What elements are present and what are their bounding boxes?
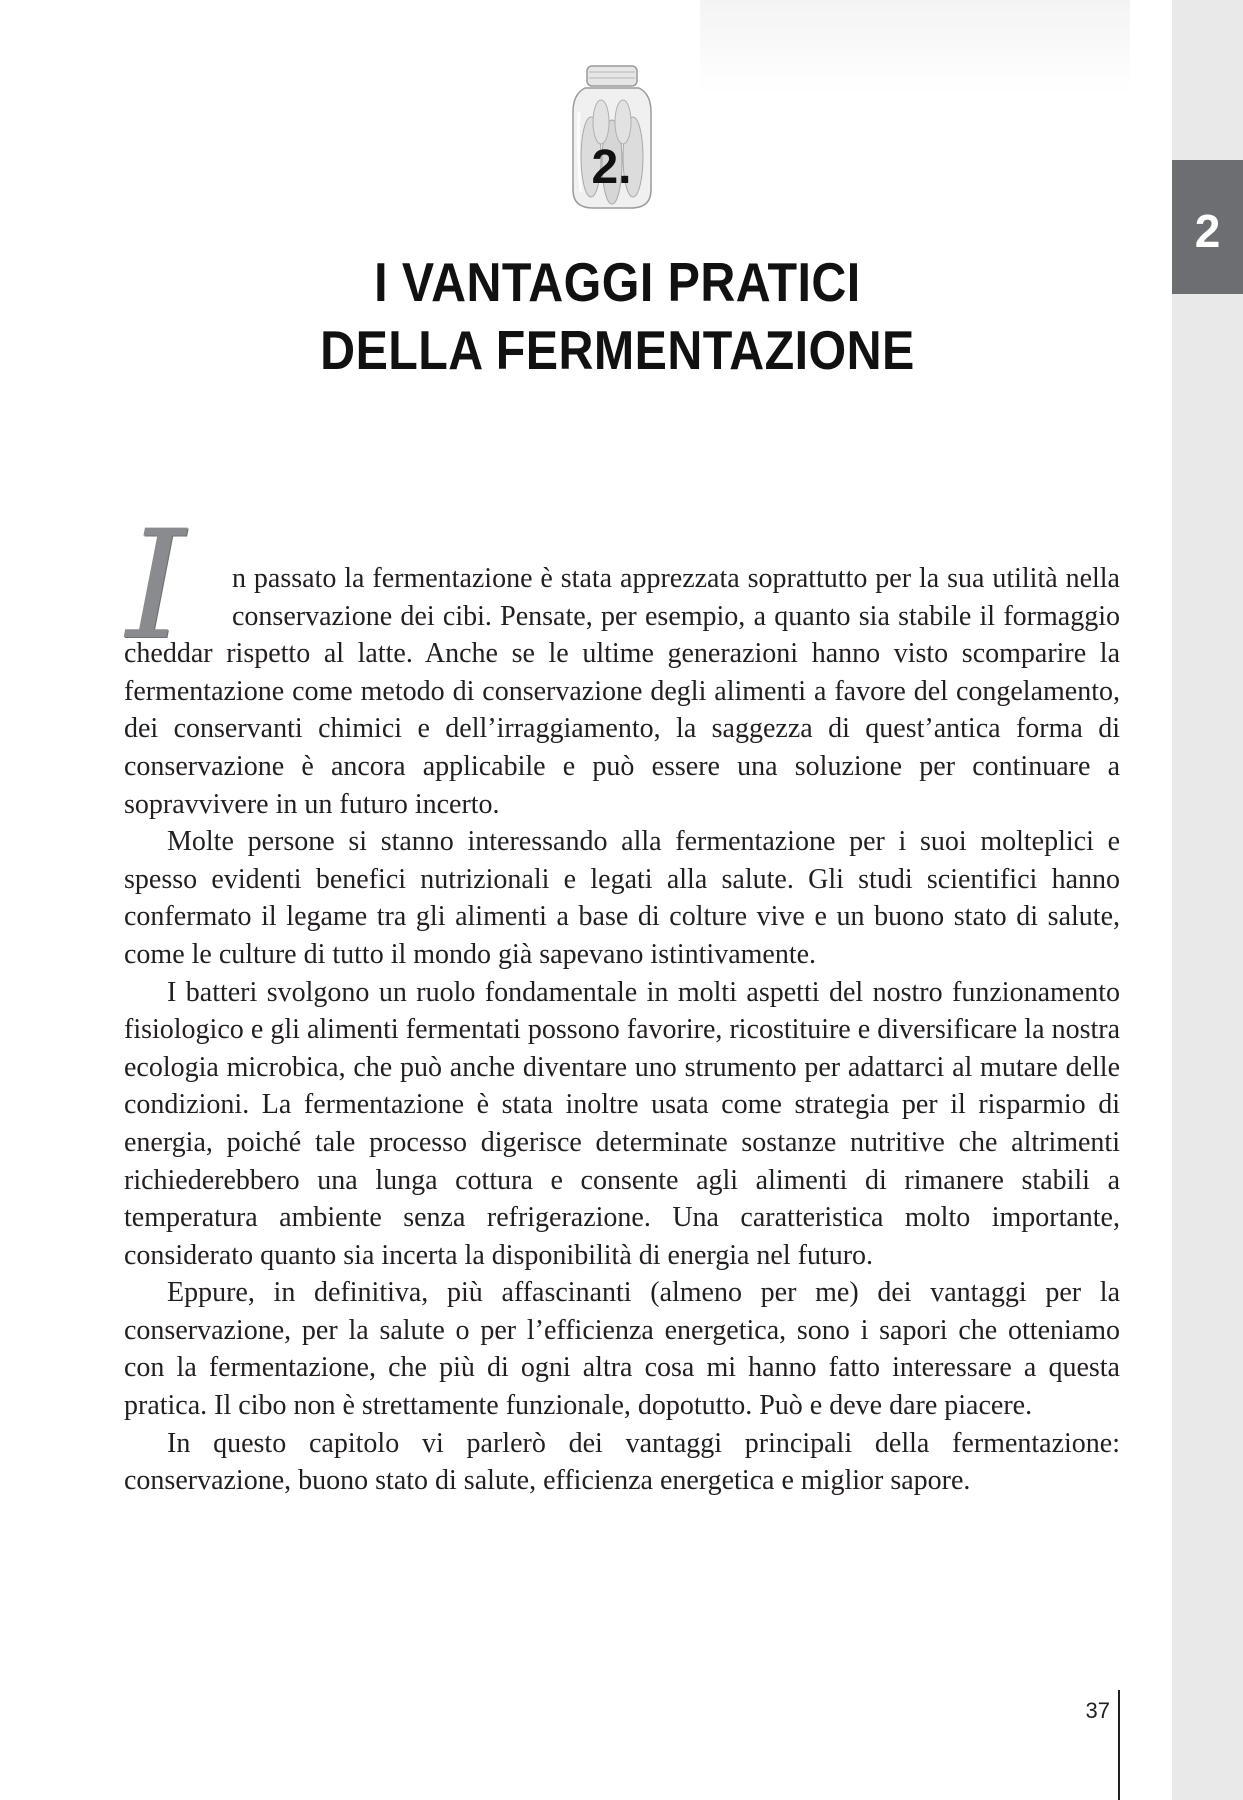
paragraph-1-text: n passato la fermentazione è stata apprezzata soprattutto per la sua utilità nella conservazione dei cibi. Pensate, per esempio, a quanto sia stabile il formaggio cheddar rispetto al latte. Anche se le ultime generazioni hanno visto scomparire la fermentazione come metodo di conservazione degli alimenti a favore del congelamento, dei conservanti chimici e dell’irraggiamento, la saggezza di quest’antica forma di conservazione è ancora applicabile e può essere una soluzione per continuare a sopravvivere in un futuro incerto.	[124, 563, 1120, 820]
drop-cap: I	[126, 499, 186, 673]
chapter-title	[71, 248, 1165, 384]
paragraph-5: In questo capitolo vi parlerò dei vantaggi principali della fermentazione: conservazione, buono stato di salute, efficienza energetica e miglior sapore.	[124, 1427, 1120, 1497]
paragraph-4: Eppure, in definitiva, più affascinanti (almeno per me) dei vantaggi per la conservazione, per la salute o per l’efficienza energetica, sono i sapori che otteniamo con la fermentazione, che più di ogni altra cosa mi hanno fatto interessare a questa pratica. Il cibo non è strettamente funzionale, dopotutto. Può e deve dare piacere.	[124, 1277, 1120, 1422]
page-number-rule	[1118, 1690, 1120, 1800]
chapter-tab: 2	[1172, 160, 1243, 294]
chapter-number: 2.	[591, 141, 632, 194]
chapter-title-line-1: I VANTAGGI PRATICI	[374, 251, 861, 313]
chapter-title-line-2: DELLA FERMENTAZIONE	[320, 319, 915, 381]
paragraph-2: Molte persone si stanno interessando alla fermentazione per i suoi molteplici e spesso evidenti benefici nutrizionali e legati alla salute. Gli studi scientifici hanno confermato il legame tra gli alimenti a base di colture vive e un buono stato di salute, come le culture di tutto il mondo già sapevano istintivamente.	[124, 826, 1120, 970]
page-number: 37	[1085, 1698, 1110, 1723]
paragraph-1	[124, 499, 1120, 823]
paragraph-3: I batteri svolgono un ruolo fondamentale in molti aspetti del nostro funzionamento fisiologico e gli alimenti fermentati possono favorire, ricostituire e diversificare la nostra ecologia microbica, che può anche diventare uno strumento per adattarci al mutare delle condizioni. La fermentazione è stata inoltre usata come strategia per il risparmio di energia, poiché tale processo digerisce determinate sostanze nutritive che altrimenti richiederebbero una lunga cottura e consente agli alimenti di rimanere stabili a temperatura ambiente senza refrigerazione. Una caratteristica molto importante, considerato quanto sia incerta la disponibilità di energia nel futuro.	[124, 976, 1120, 1271]
body-text	[124, 499, 1120, 1500]
top-shade	[700, 0, 1130, 95]
